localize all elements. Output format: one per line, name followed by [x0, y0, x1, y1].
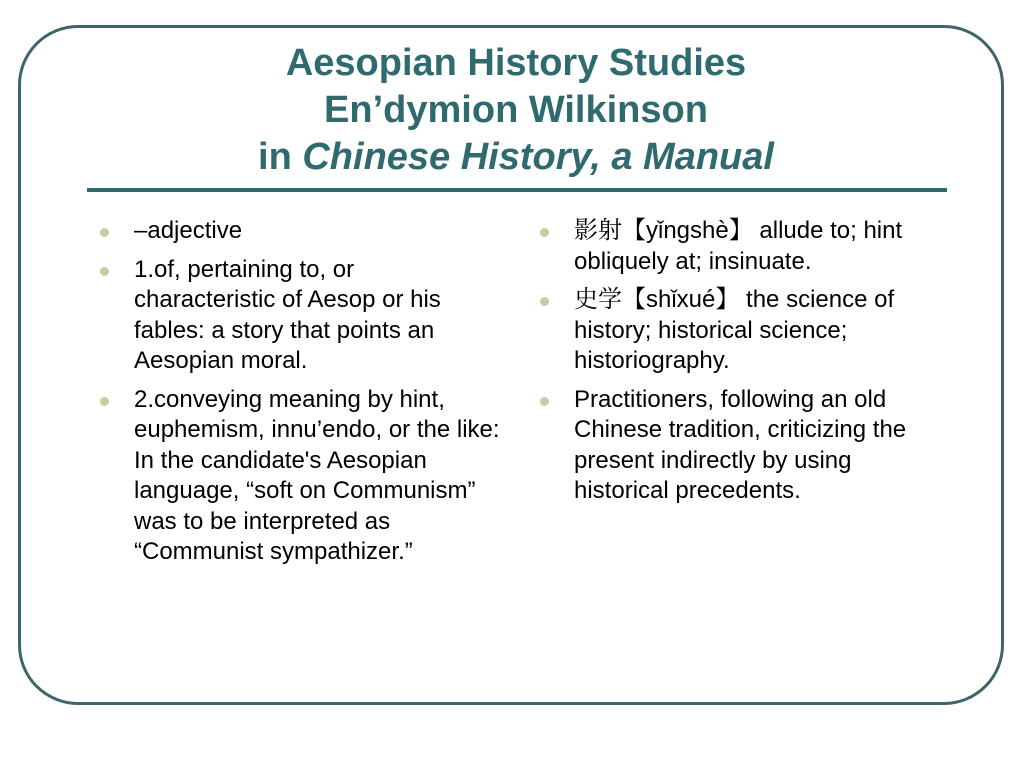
bullet-dot-icon: [100, 228, 109, 237]
title-line-1: Aesopian History Studies: [285, 42, 747, 84]
title-book-name: Chinese History, a Manual: [302, 136, 774, 178]
list-item: [540, 285, 940, 377]
bullet-dot-icon: [100, 267, 109, 276]
title-line-3: [60, 134, 972, 181]
list-item-text: 1.of, pertaining to, or characteristic of Aesop or his fables: a story that points an Aesopian moral.: [134, 255, 441, 374]
right-bullet-list: [540, 216, 940, 507]
left-column: [100, 216, 500, 576]
title-line-3-prefix: in: [258, 136, 303, 178]
title-divider: [87, 188, 947, 192]
list-item: [100, 216, 500, 247]
list-item: [540, 385, 940, 507]
list-item: [100, 385, 500, 568]
list-item: [100, 255, 500, 377]
left-bullet-list: [100, 216, 500, 568]
list-item-text: –adjective: [134, 217, 243, 244]
bullet-dot-icon: [540, 297, 549, 306]
list-item: [540, 216, 940, 277]
list-item-text: Practitioners, following an old Chinese tradition, criticizing the present indirectly by using historical precedents.: [574, 385, 907, 504]
bullet-dot-icon: [100, 397, 109, 406]
slide-title: [60, 40, 972, 181]
list-item-text: 影射【yǐngshè】 allude to; hint obliquely at; insinuate.: [574, 217, 903, 275]
title-line-2: En’dymion Wilkinson: [324, 89, 708, 131]
bullet-dot-icon: [540, 397, 549, 406]
list-item-text: 史学【shǐxué】 the science of history; historical science; historiography.: [574, 286, 895, 374]
list-item-text: 2.conveying meaning by hint, euphemism, innu’endo, or the like: In the candidate's Aesopian language, “soft on Communism” was to be interpreted as “Communist sympathizer.”: [134, 385, 500, 565]
bullet-dot-icon: [540, 228, 549, 237]
right-column: [540, 216, 940, 515]
